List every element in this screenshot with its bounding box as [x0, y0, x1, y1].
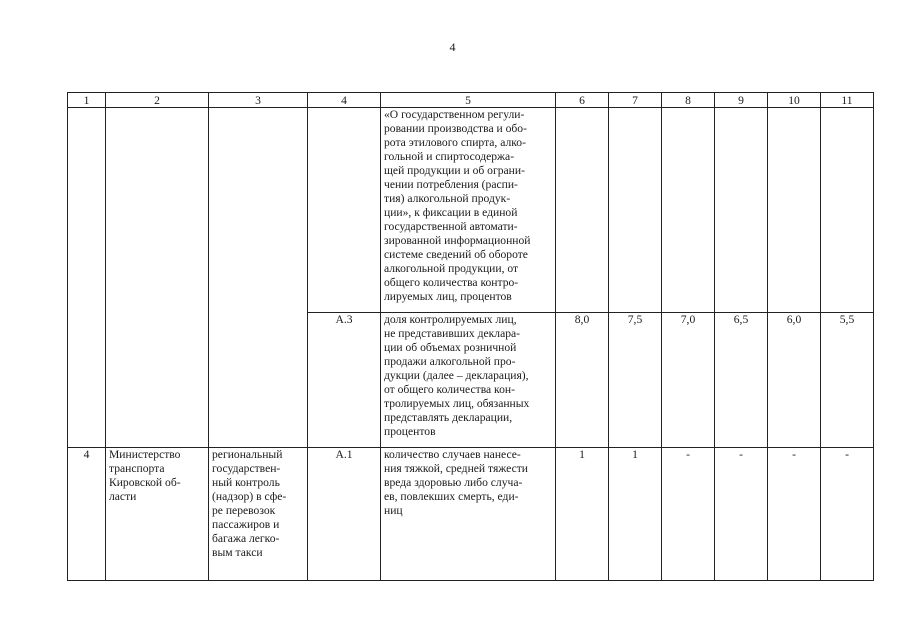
table-cell: 6,0 [768, 313, 821, 448]
table-cell: 1 [556, 448, 609, 581]
table-cell: - [768, 448, 821, 581]
table-cell: региональный государствен- ный контроль (надзор) в сфе- ре перевозок пассажиров и багажа легко- вым такси [209, 448, 308, 581]
header-cell: 5 [381, 93, 556, 108]
header-cell: 10 [768, 93, 821, 108]
table-cell [106, 108, 209, 448]
table-cell [556, 108, 609, 313]
header-cell: 4 [308, 93, 381, 108]
table-cell: 8,0 [556, 313, 609, 448]
table-cell: 1 [609, 448, 662, 581]
table-cell: Министерство транспорта Кировской об- ласти [106, 448, 209, 581]
indicator-table [67, 92, 874, 581]
table-row [68, 108, 874, 313]
table-cell: доля контролируемых лиц, не представивших деклара- ции об объемах розничной продажи алкогольной про- дукции (далее – декларация), от общего количества кон- тролируемых лиц, обязанных представлять декларации, процентов [381, 313, 556, 448]
table-cell: - [821, 448, 874, 581]
header-cell: 2 [106, 93, 209, 108]
table-cell: «О государственном регули- ровании производства и обо- рота этилового спирта, алко- гольной и спиртосодержа- щей продукции и об ограни- чении потребления (распи- тия) алкогольной продук- ции», к фиксации в единой государственной автомати- зированной информационной системе сведений об обороте алкогольной продукции, от общего количества контро- лируемых лиц, процентов [381, 108, 556, 313]
table-cell: А.1 [308, 448, 381, 581]
table-cell [209, 108, 308, 448]
table-cell: 4 [68, 448, 106, 581]
table-cell: 7,5 [609, 313, 662, 448]
header-cell: 8 [662, 93, 715, 108]
table-cell: количество случаев нанесе- ния тяжкой, средней тяжести вреда здоровью либо случа- ев, повлекших смерть, еди- ниц [381, 448, 556, 581]
table-cell: 7,0 [662, 313, 715, 448]
table-cell: - [662, 448, 715, 581]
table-cell [821, 108, 874, 313]
table-cell: - [715, 448, 768, 581]
table-cell [308, 108, 381, 313]
table-cell [768, 108, 821, 313]
table-row [68, 448, 874, 581]
header-row [68, 93, 874, 108]
table-cell [609, 108, 662, 313]
header-cell: 3 [209, 93, 308, 108]
table-cell: А.3 [308, 313, 381, 448]
page-number: 4 [449, 40, 456, 54]
table-cell: 6,5 [715, 313, 768, 448]
header-cell: 11 [821, 93, 874, 108]
header-cell: 6 [556, 93, 609, 108]
table-cell [68, 108, 106, 448]
table-cell [715, 108, 768, 313]
table-cell: 5,5 [821, 313, 874, 448]
table-cell [662, 108, 715, 313]
header-cell: 9 [715, 93, 768, 108]
header-cell: 7 [609, 93, 662, 108]
header-cell: 1 [68, 93, 106, 108]
